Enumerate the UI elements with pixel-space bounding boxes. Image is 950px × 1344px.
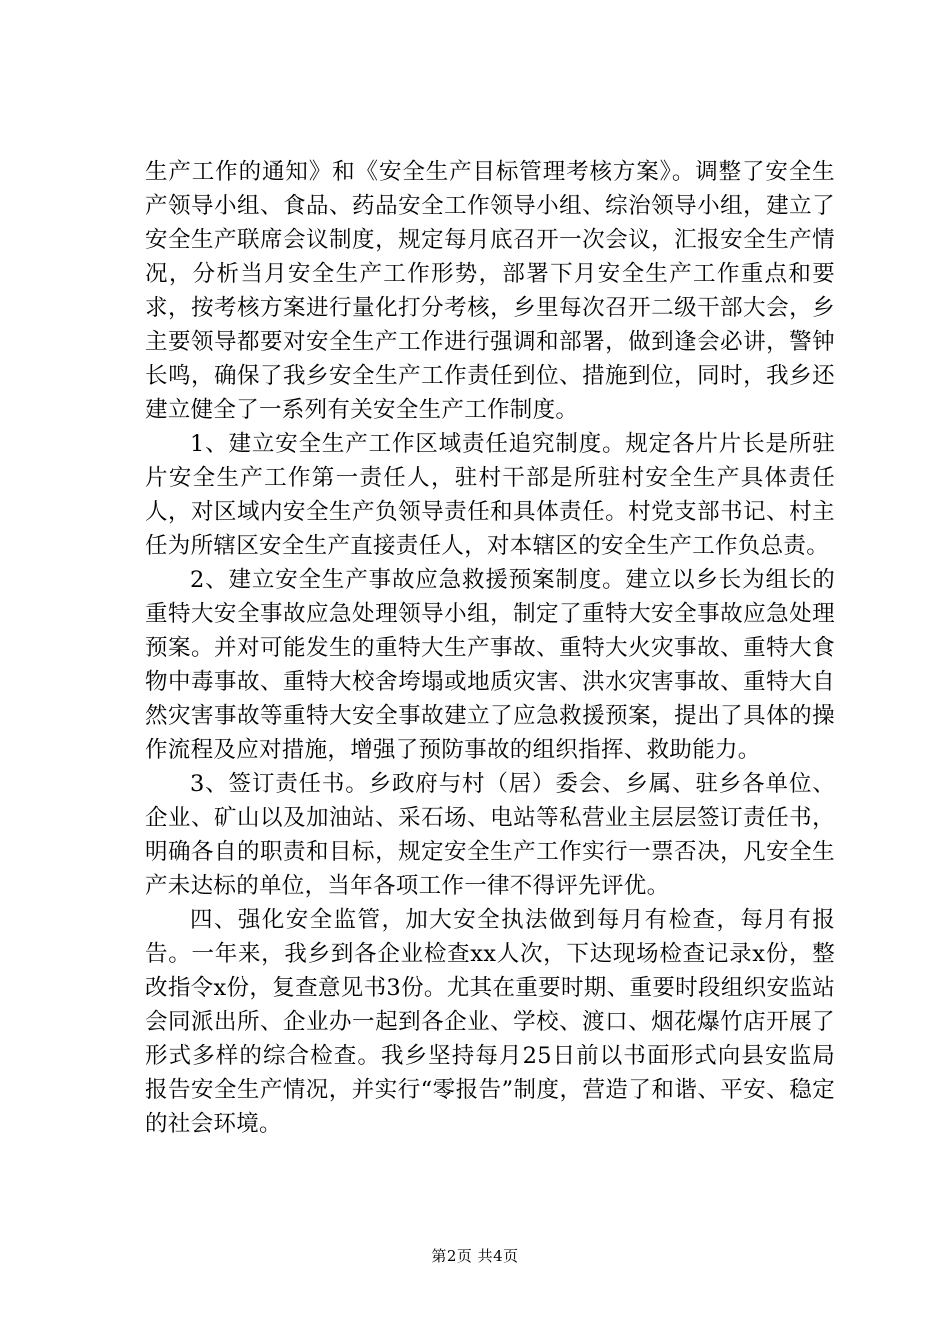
body-paragraph: 四、强化安全监管，加大安全执法做到每月有检查，每月有报告。一年来，我乡到各企业检查xx人次，下达现场检查记录x份，整改指令x份，复查意见书3份。尤其在重要时期、重要时段组织安监站会同派出所、企业办一起到各企业、学校、渡口、烟花爆竹店开展了形式多样的综合检查。我乡坚持每月25日前以书面形式向县安监局报告安全生产情况，并实行“零报告”制度，营造了和谐、平安、稳定的社会环境。	[145, 907, 835, 1137]
body-paragraph: 3、签订责任书。乡政府与村（居）委会、乡属、驻乡各单位、企业、矿山以及加油站、采石场、电站等私营业主层层签订责任书，明确各自的职责和目标，规定安全生产工作实行一票否决，凡安全生产未达标的单位，当年各项工作一律不得评先评优。	[145, 771, 835, 899]
page-number-footer: 第2页 共4页	[431, 1247, 519, 1265]
body-paragraph: 生产工作的通知》和《安全生产目标管理考核方案》。调整了安全生产领导小组、食品、药品安全工作领导小组、综治领导小组，建立了安全生产联席会议制度，规定每月底召开一次会议，汇报安全生产情况，分析当月安全生产工作形势，部署下月安全生产工作重点和要求，按考核方案进行量化打分考核，乡里每次召开二级干部大会，乡主要领导都要对安全生产工作进行强调和部署，做到逢会必讲，警钟长鸣，确保了我乡安全生产工作责任到位、措施到位，同时，我乡还建立健全了一系列有关安全生产工作制度。	[145, 159, 835, 423]
body-paragraph: 2、建立安全生产事故应急救援预案制度。建立以乡长为组长的重特大安全事故应急处理领导小组，制定了重特大安全事故应急处理预案。并对可能发生的重特大生产事故、重特大火灾事故、重特大食物中毒事故、重特大校舍垮塌或地质灾害、洪水灾害事故、重特大自然灾害事故等重特大安全事故建立了应急救援预案，提出了具体的操作流程及应对措施，增强了预防事故的组织指挥、救助能力。	[145, 567, 835, 763]
document-body	[145, 155, 835, 1141]
body-paragraph: 1、建立安全生产工作区域责任追究制度。规定各片片长是所驻片安全生产工作第一责任人，驻村干部是所驻村安全生产具体责任人，对区域内安全生产负领导责任和具体责任。村党支部书记、村主任为所辖区安全生产直接责任人，对本辖区的安全生产工作负总责。	[145, 431, 835, 559]
